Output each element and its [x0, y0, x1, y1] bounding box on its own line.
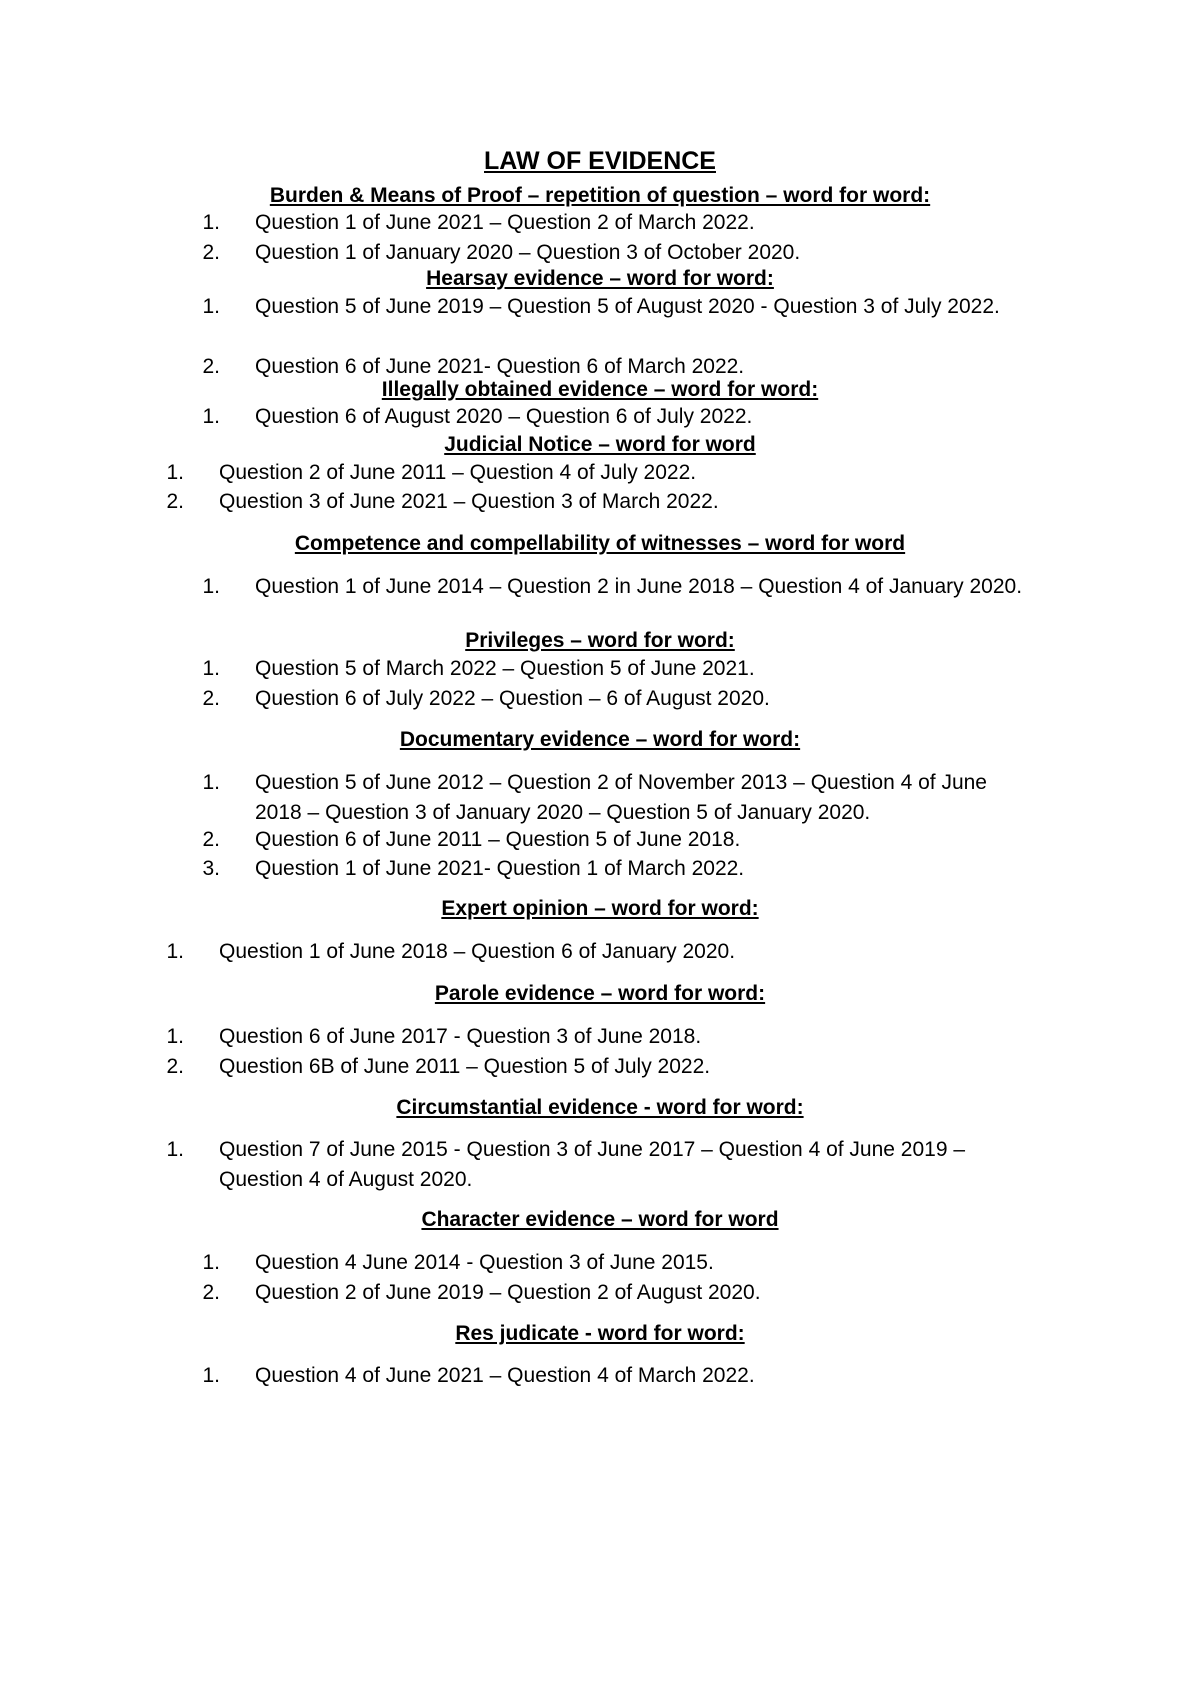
section-heading: Character evidence – word for word: [421, 1208, 779, 1231]
list-item-text: Question 5 of June 2019 – Question 5 of August 2020 - Question 3 of July 2022.: [255, 295, 1000, 318]
list-number: 1.: [166, 1138, 184, 1161]
list-item-text: Question 2 of June 2011 – Question 4 of July 2022.: [219, 461, 697, 484]
list-item-text: Question 1 of June 2014 – Question 2 in June 2018 – Question 4 of January 2020.: [255, 575, 1023, 598]
section-heading: Circumstantial evidence - word for word:: [396, 1096, 804, 1119]
section-heading: Documentary evidence – word for word:: [399, 728, 801, 751]
list-number: 1.: [202, 575, 220, 598]
list-number: 1.: [202, 657, 220, 680]
list-item-text: Question 7 of June 2015 - Question 3 of June 2017 – Question 4 of June 2019 – Question 4 of August 2020.: [219, 1138, 966, 1191]
list-number: 2.: [202, 687, 220, 710]
list-item-text: Question 4 June 2014 - Question 3 of June 2015.: [255, 1251, 714, 1274]
list-item-text: Question 1 of June 2021- Question 1 of March 2022.: [255, 857, 745, 880]
list-number: 1.: [202, 1251, 220, 1274]
section-heading: Illegally obtained evidence – word for word:: [381, 378, 819, 401]
list-number: 2.: [166, 490, 184, 513]
section-heading: Hearsay evidence – word for word:: [426, 267, 774, 290]
list-number: 2.: [202, 241, 220, 264]
section-heading: Judicial Notice – word for word: [444, 433, 756, 456]
list-number: 1.: [166, 1025, 184, 1048]
section-heading: Burden & Means of Proof – repetition of question – word for word:: [269, 184, 931, 207]
list-number: 1.: [202, 211, 220, 234]
list-item-text: Question 6B of June 2011 – Question 5 of July 2022.: [219, 1055, 711, 1078]
list-number: 2.: [166, 1055, 184, 1078]
list-number: 1.: [202, 295, 220, 318]
list-number: 2.: [202, 355, 220, 378]
list-number: 1.: [166, 461, 184, 484]
list-item-text: Question 5 of March 2022 – Question 5 of June 2021.: [255, 657, 755, 680]
list-item-text: Question 2 of June 2019 – Question 2 of August 2020.: [255, 1281, 761, 1304]
list-item-text: Question 6 of August 2020 – Question 6 of July 2022.: [255, 405, 753, 428]
list-item-text: Question 6 of June 2011 – Question 5 of June 2018.: [255, 828, 741, 851]
list-number: 2.: [202, 1281, 220, 1304]
list-item-text: Question 6 of June 2017 - Question 3 of June 2018.: [219, 1025, 702, 1048]
list-number: 1.: [202, 771, 220, 794]
list-item-text: Question 4 of June 2021 – Question 4 of March 2022.: [255, 1364, 755, 1387]
list-number: 2.: [202, 828, 220, 851]
list-number: 3.: [202, 857, 220, 880]
list-number: 1.: [202, 1364, 220, 1387]
list-number: 1.: [202, 405, 220, 428]
section-heading: Competence and compellability of witnesses – word for word: [294, 532, 906, 555]
list-item-text: Question 1 of June 2018 – Question 6 of January 2020.: [219, 940, 736, 963]
section-heading: Parole evidence – word for word:: [434, 982, 766, 1005]
list-item-text: Question 1 of January 2020 – Question 3 of October 2020.: [255, 241, 801, 264]
list-item-text: Question 3 of June 2021 – Question 3 of March 2022.: [219, 490, 719, 513]
page-title: LAW OF EVIDENCE: [484, 147, 716, 175]
section-heading: Privileges – word for word:: [465, 629, 735, 652]
list-item-text: Question 6 of July 2022 – Question – 6 of August 2020.: [255, 687, 770, 710]
list-item-text: Question 5 of June 2012 – Question 2 of November 2013 – Question 4 of June 2018 – Question 3 of January 2020 – Question 5 of January 2020.: [255, 771, 987, 824]
section-heading: Res judicate - word for word:: [455, 1322, 745, 1345]
section-heading: Expert opinion – word for word:: [441, 897, 759, 920]
list-item-text: Question 1 of June 2021 – Question 2 of March 2022.: [255, 211, 755, 234]
list-number: 1.: [166, 940, 184, 963]
list-item-text: Question 6 of June 2021- Question 6 of March 2022.: [255, 355, 745, 378]
